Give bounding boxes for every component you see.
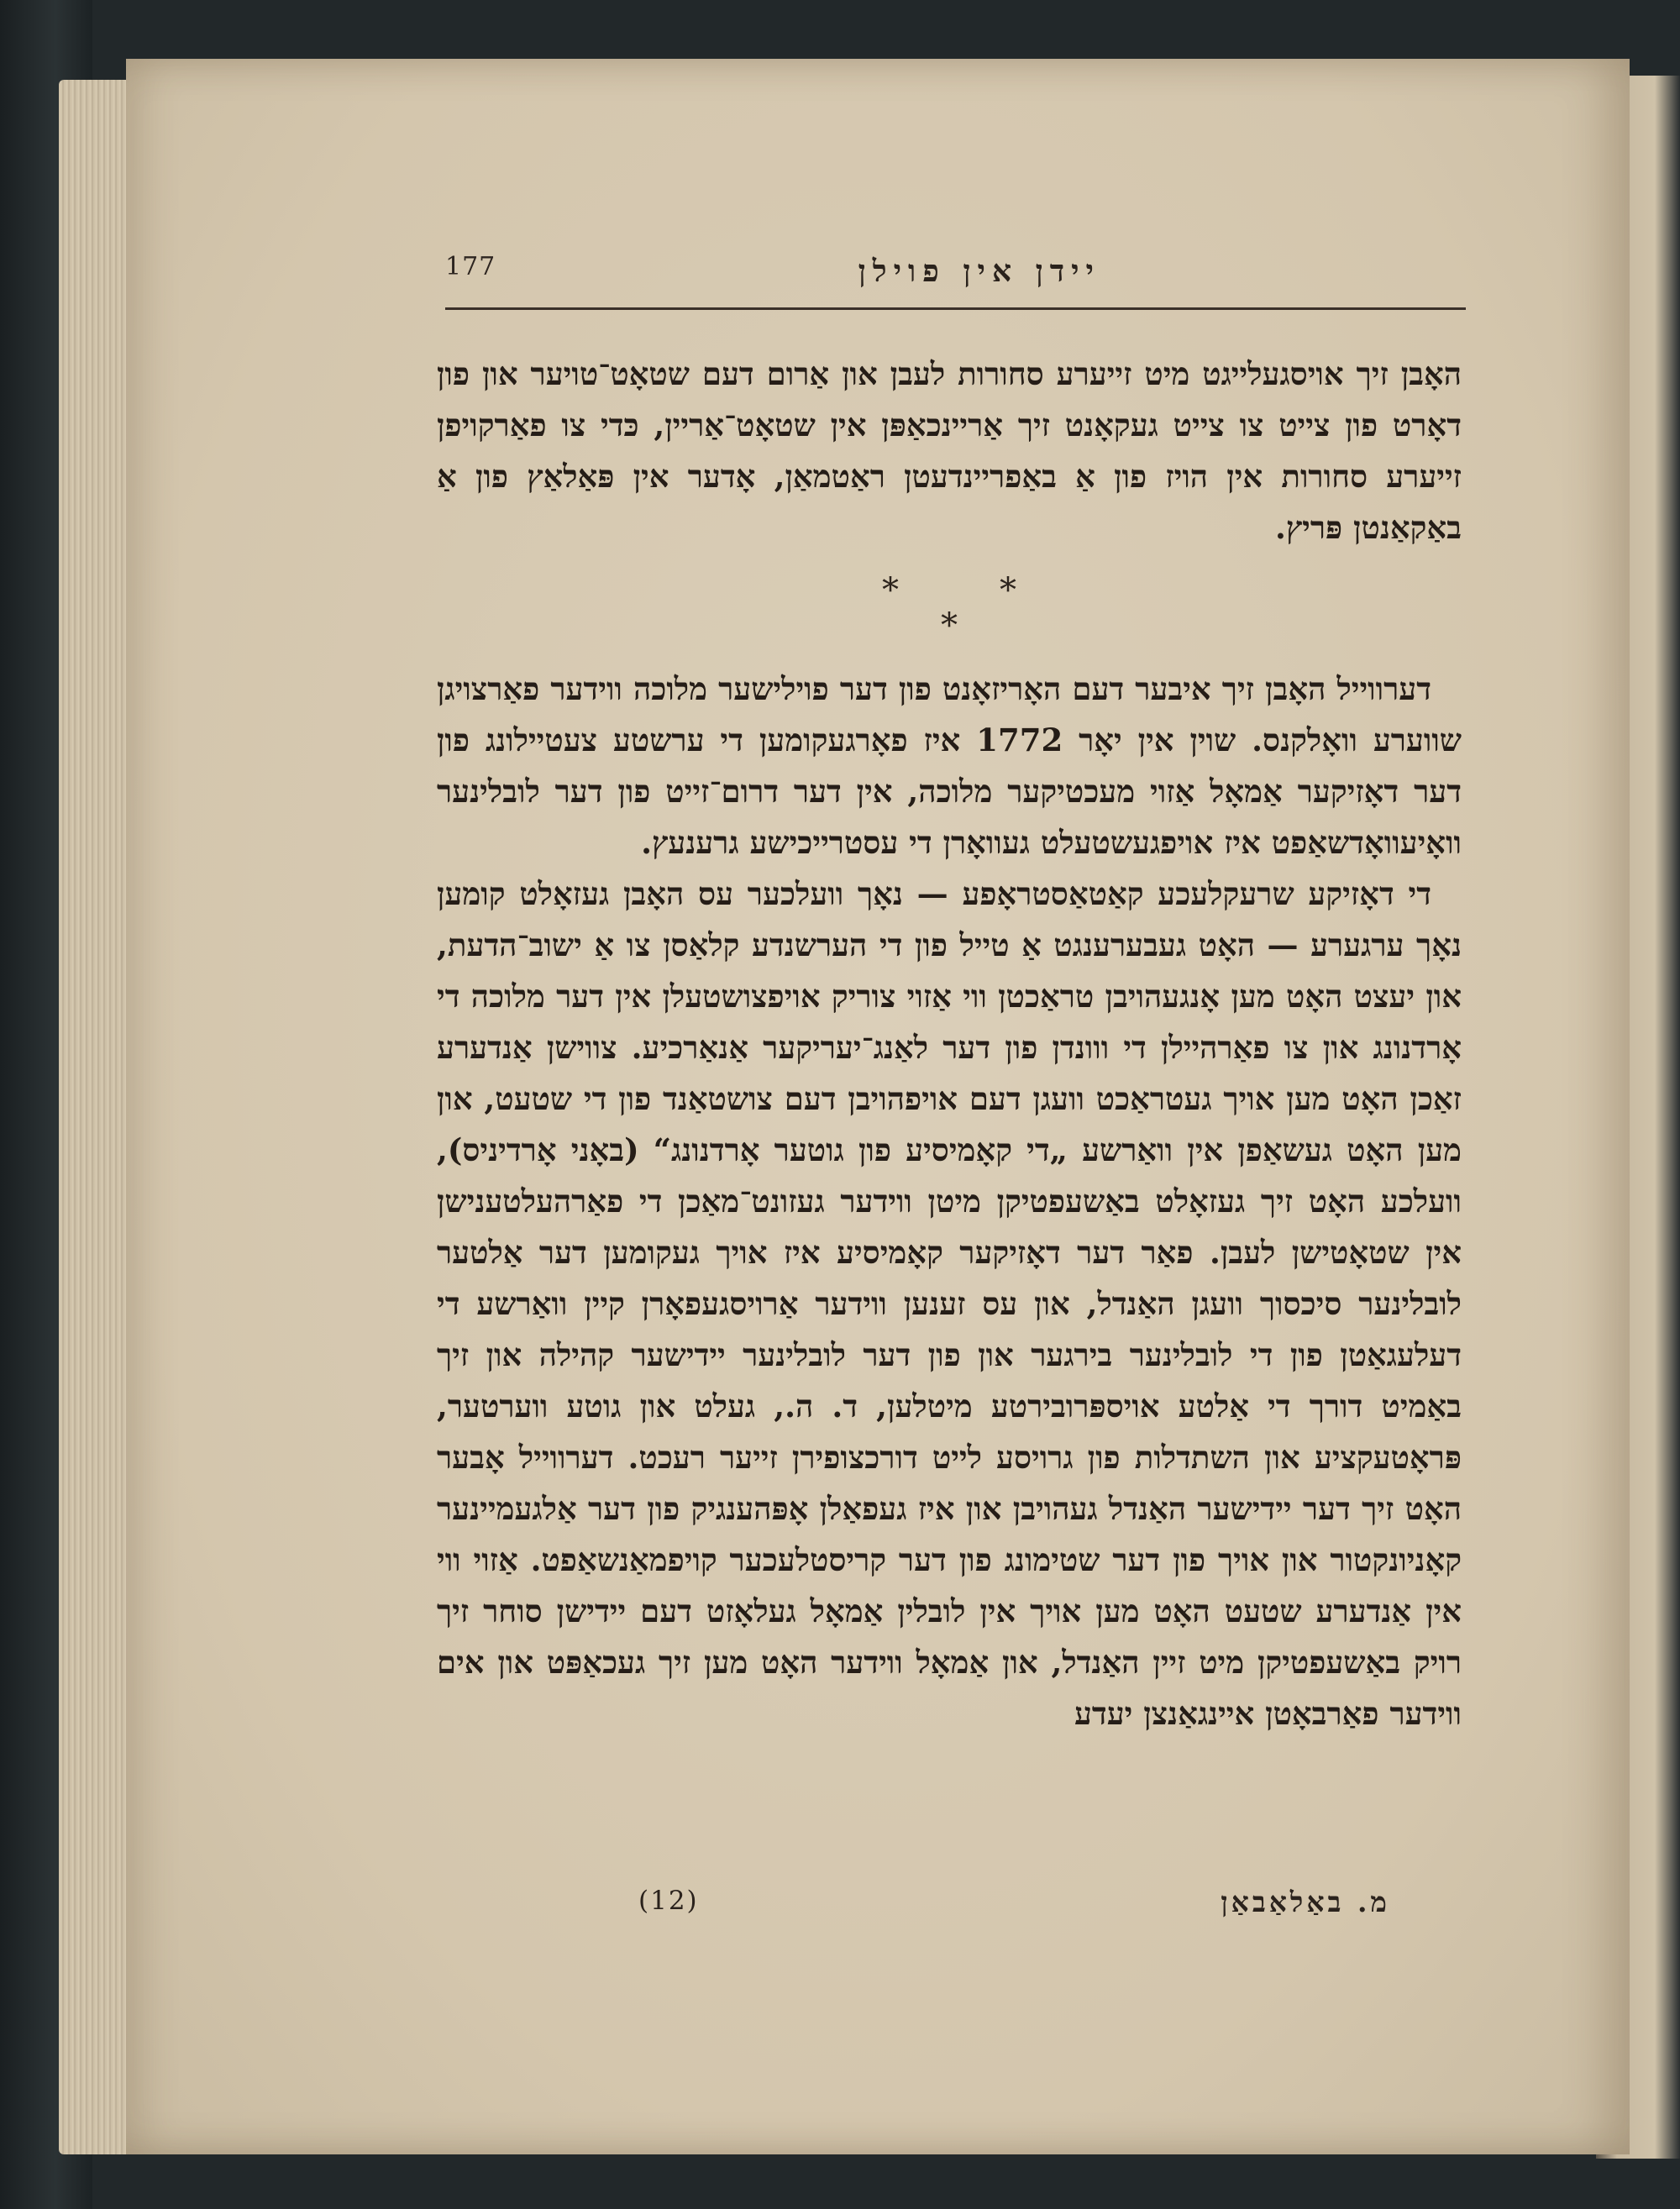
author-signature: מ. באַלאַבאַן: [1221, 1886, 1390, 1918]
page-header: [445, 252, 1470, 302]
header-rule: [445, 307, 1466, 310]
paragraph: די דאָזיקע שרעקלעכע קאַטאַסטראָפע — נאָך וועלכער עס האָבן געזאָלט קומען נאָך ערגערע — האָט געבערענגט אַ טייל פון די הערשנדע קלאַסן צו אַ ישוב־הדעת, און יעצט האָט מען אָנגעהויבן טראַכטן ווי אַזוי צוריק אויפצושטעלן אין דער מלוכה די אָרדנונג און צו פאַרהיילן די ווונדן פון דער לאַנג־יעריקער אַנאַרכיע. צווישן אַנדערע זאַכן האָט מען אויך געטראַכט וועגן דעם אויפהויבן דעם צושטאַנד פון די שטעט, און מען האָט געשאַפן אין וואַרשע „די קאָמיסיע פון גוטער אָרדנונג“ (באָני אָרדיניס), וועלכע האָט זיך געזאָלט באַשעפטיקן מיטן ווידער געזונט־מאַכן די פאַרהעלטענישן אין שטאָטישן לעבן. פאַר דער דאָזיקער קאָמיסיע איז אויך געקומען דער אַלטער לובלינער סיכסוך וועגן האַנדל, און עס זענען ווידער אַרויסגעפאָרן קיין וואַרשע די דעלעגאַטן פון די לובלינער בירגער און פון דער לובלינער יידישער קהילה און זיך באַמיט דורך די אַלטע אויספּרובירטע מיטלען, ד. ה., געלט און גוטע ווערטער, פּראָטעקציע און השתדלות פון גרויסע לייט דורכצופירן זייער רעכט. דערווייל אָבער האָט זיך דער יידישער האַנדל געהויבן און איז געפאַלן אָפּהענגיק פון דער אַלגעמיינער קאָניונקטור און אויך פון דער שטימונג פון דער קריסטלעכער קויפמאַנשאַפט. אַזוי ווי אין אַנדערע שטעט האָט מען אויך אין לובלין אַמאָל געלאָזט דעם יידישן סוחר זיך רויק באַשעפטיקן מיט זיין האַנדל, און אַמאָל ווידער האָט מען זיך געכאַפּט און אים ווידער פאַרבאָטן איינגאַנצן יעדע: [437, 875, 1462, 1732]
paragraph-continued: האָבן זיך אויסגעלייגט מיט זייערע סחורות לעבן און אַרום דעם שטאָט־טויער און פון דאָרט פון צייט צו צייט געקאָנט זיך אַריינכאַפּן אין שטאָט־אַריין, כּדי צו פאַרקויפן זייערע סחורות אין הויז פון אַ באַפריינדעטן ראַטמאַן, אָדער אין פּאַלאַץ פון אַ באַקאַנטן פּריץ.: [437, 355, 1462, 546]
paragraph: דערווייל האָבן זיך איבער דעם האָריזאָנט פון דער פוילישער מלוכה ווידער פאַרצויגן שווערע וואָלקנס. שוין אין יאָר 1772 איז פאָרגעקומען די ערשטע צעטיילונג פון דער דאָזיקער אַמאָל אַזוי מעכטיקער מלוכה, אין דער דרום־זייט פון דער לובלינער וואָיעוואָדשאַפט איז אויפגעשטעלט געוואָרן די עסטרייכישע גרענעץ.: [437, 670, 1462, 861]
text-block-main: [437, 664, 1462, 1739]
asterisk-icon: *: [1000, 571, 1016, 610]
asterisk-icon: *: [941, 606, 958, 645]
section-break-asterism: [840, 571, 1058, 647]
text-block-top: [437, 349, 1462, 554]
running-title: יידן אין פוילן: [858, 254, 1100, 289]
page-number: 177: [445, 252, 496, 281]
asterisk-icon: *: [882, 571, 899, 610]
sheet-number: (12): [638, 1886, 699, 1916]
